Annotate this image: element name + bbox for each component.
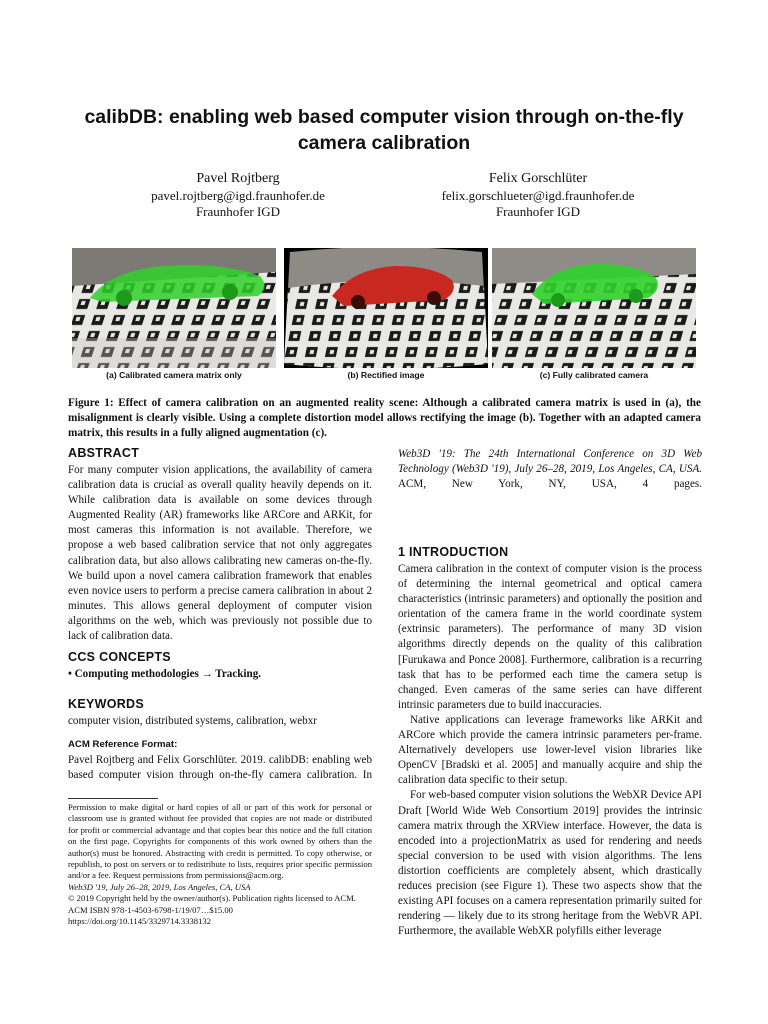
intro-heading: 1 INTRODUCTION: [398, 545, 509, 559]
permission-copyright: © 2019 Copyright held by the owner/author(s). Publication rights licensed to ACM.: [68, 893, 356, 904]
figure-1c-image: [492, 248, 696, 368]
figure-1a-caption: (a) Calibrated camera matrix only: [106, 370, 242, 380]
figure-1c-caption: (c) Fully calibrated camera: [539, 370, 649, 380]
permission-venue: Web3D '19, July 26–28, 2019, Los Angeles, CA, USA: [68, 881, 251, 892]
footnote-rule: [68, 798, 158, 799]
intro-paragraph-1: Camera calibration in the context of computer vision is the process of determining the internal geometrical and optical camera characteristics (intrinsic parameters) and optionally the position and orientation of the camera frame in the world coordinate system (extrinsic parameters). The performance of many 3D vision algorithms directly depends on the quality of this calibration [Furukawa and Ponce 2008]. Furthermore, calibration is a recurring task that has to be performed each time the camera setup is changed. Even cameras of the same series can have different intrinsic parameters due to build inaccuracies.: [398, 563, 702, 711]
intro-paragraph-3: For web-based computer vision solutions the WebXR Device API Draft [World Wide Web Consortium 2019] provides the intrinsic camera matrix through the XRView interface. However, the data is encoded into a projectionMatrix as used for rendering and needs special conversion to be used with vision algorithms. The lens distortion coefficients are completely absent, which drastically reduces precision (see Figure 1). These two aspects show that the existing API focuses on a camera representation primarily suited for rendering — likely due to its strong heritage from the WebVR API. Furthermore, the available WebXR polyfills either leverage: [398, 789, 702, 938]
acm-ref-continued: [398, 447, 702, 493]
ccs-heading: CCS CONCEPTS: [68, 650, 171, 664]
author-2-name: Felix Gorschlüter: [488, 171, 588, 186]
permission-doi[interactable]: https://doi.org/10.1145/3329714.3338132: [68, 916, 211, 927]
acm-ref-venue-continued: Web3D '19: The 24th International Conference on 3D Web Technology (Web3D '19), July 26–28, 2019, Los Angeles, CA, USA.: [398, 448, 702, 476]
ccs-item: • Computing methodologies → Tracking.: [68, 668, 262, 680]
paper-title: calibDB: enabling web based computer vision through on-the-fly camera calibration: [84, 106, 684, 154]
acm-ref-text-end-continued: ACM, New York, NY, USA, 4 pages.: [398, 478, 702, 491]
permission-block: [68, 802, 372, 927]
intro-body: [398, 562, 702, 939]
abstract-heading: ABSTRACT: [68, 446, 140, 460]
acm-ref-text: [68, 753, 372, 783]
intro-paragraph-2: Native applications can leverage frameworks like ARKit and ARCore which provide the camera intrinsic parameters per-frame. Alternatively developers use lower-level vision libraries like OpenCV [Bradski et al. 2005] and manually acquire and ship the calibration data specific to their setup.: [398, 713, 702, 787]
author-2-affiliation: Fraunhofer IGD: [495, 204, 581, 219]
keywords-text: computer vision, distributed systems, calibration, webxr: [68, 715, 317, 727]
author-2: [418, 170, 658, 220]
acm-ref-text-start: Pavel Rojtberg and Felix Gorschlüter. 2019. calibDB: enabling web based computer vision through on-the-fly camera calibration. In: [68, 754, 372, 782]
permission-text: Permission to make digital or hard copies of all or part of this work for personal or classroom use is granted without fee provided that copies are not made or distributed for profit or commercial advantage and that copies bear this notice and the full citation on the first page. Copyrights for components of this work owned by others than the author(s) must be honored. Abstracting with credit is permitted. To copy otherwise, or republish, to post on servers or to redistribute to lists, requires prior specific permission and/or a fee. Request permissions from permissions@acm.org.: [68, 802, 372, 881]
permission-isbn: ACM ISBN 978-1-4503-6798-1/19/07…$15.00: [68, 904, 233, 915]
author-1: [118, 170, 358, 220]
author-1-name: Pavel Rojtberg: [196, 171, 280, 186]
figure-1a-image: [72, 248, 276, 368]
figure-1b-image: [284, 248, 488, 368]
acm-ref-heading: ACM Reference Format:: [68, 739, 178, 750]
author-1-email[interactable]: pavel.rojtberg@igd.fraunhofer.de: [151, 188, 325, 203]
abstract-text: For many computer vision applications, the availability of camera calibration data is crucial as overall quality heavily depends on it. While calibration data is available on some devices through Augmented Reality (AR) frameworks like ARCore and ARKit, for most cameras this information is not available. Therefore, we propose a web based calibration service that not only aggregates calibration data, but also allows calibrating new cameras on-the-fly. We build upon a novel camera calibration framework that enables even novice users to perform a precise camera calibration in about 2 minutes. This allows general deployment of computer vision algorithms on the web, which was previously not possible due to lack of calibration data.: [68, 464, 372, 643]
figure-1b-caption: (b) Rectified image: [347, 370, 425, 380]
author-2-email[interactable]: felix.gorschlueter@igd.fraunhofer.de: [441, 188, 635, 203]
keywords-heading: KEYWORDS: [68, 697, 145, 711]
figure-1-caption: Figure 1: Effect of camera calibration on an augmented reality scene: Although a calibrated camera matrix is used in (a), the misalignment is clearly visible. Using a complete distortion model allows rectifying the image (b). Together with an adapted camera matrix, this results in a fully aligned augmentation (c).: [68, 397, 701, 439]
author-1-affiliation: Fraunhofer IGD: [195, 204, 281, 219]
